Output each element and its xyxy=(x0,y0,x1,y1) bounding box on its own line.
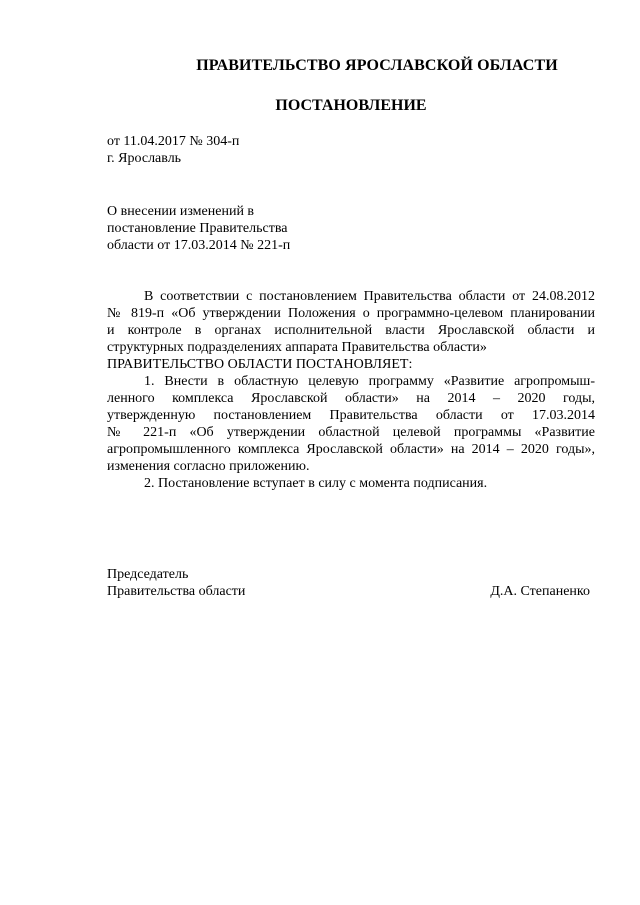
item1-line: утвержденную постановлением Правительства области от 17.03.2014 xyxy=(107,408,595,423)
signature-block xyxy=(107,566,590,600)
place-of-issue: г. Ярославль xyxy=(107,151,182,166)
document-body xyxy=(107,288,595,492)
document-type-title: ПОСТАНОВЛЕНИЕ xyxy=(275,97,427,114)
item2-line: 2. Постановление вступает в силу с момента подписания. xyxy=(144,476,488,491)
item1-line: агропромышленного комплекса Ярославской области» на 2014 – 2020 годы», xyxy=(107,442,595,457)
item1-line: ленного комплекса Ярославской области» на 2014 – 2020 годы, xyxy=(107,391,595,406)
government-title: ПРАВИТЕЛЬСТВО ЯРОСЛАВСКОЙ ОБЛАСТИ xyxy=(196,57,558,74)
signature-row xyxy=(107,583,590,600)
subject-line: постановление Правительства xyxy=(107,221,288,236)
document-meta xyxy=(107,133,239,167)
preamble-line: и контроле в органах исполнительной власти Ярославской области и xyxy=(107,323,595,338)
subject-line: О внесении изменений в xyxy=(107,204,255,219)
item1-line: изменения согласно приложению. xyxy=(107,459,310,474)
document-subject xyxy=(107,203,290,254)
decree-phrase: ПРАВИТЕЛЬСТВО ОБЛАСТИ ПОСТАНОВЛЯЕТ: xyxy=(107,357,413,372)
subject-line: области от 17.03.2014 № 221-п xyxy=(107,238,291,253)
date-and-number: от 11.04.2017 № 304-п xyxy=(107,134,240,149)
item1-line: № 221-п «Об утверждении областной целевой программы «Развитие xyxy=(107,425,595,440)
signatory-title: Правительства области xyxy=(107,584,246,599)
preamble-line: структурных подразделениях аппарата Правительства области» xyxy=(107,340,487,355)
item1-line: 1. Внести в областную целевую программу «Развитие агропромыш- xyxy=(144,374,595,389)
preamble-line: № 819-п «Об утверждении Положения о программно-целевом планировании xyxy=(107,306,595,321)
preamble-line: В соответствии с постановлением Правительства области от 24.08.2012 xyxy=(144,289,595,304)
signatory-name: Д.А. Степаненко xyxy=(490,584,590,599)
signatory-title: Председатель xyxy=(107,567,189,582)
